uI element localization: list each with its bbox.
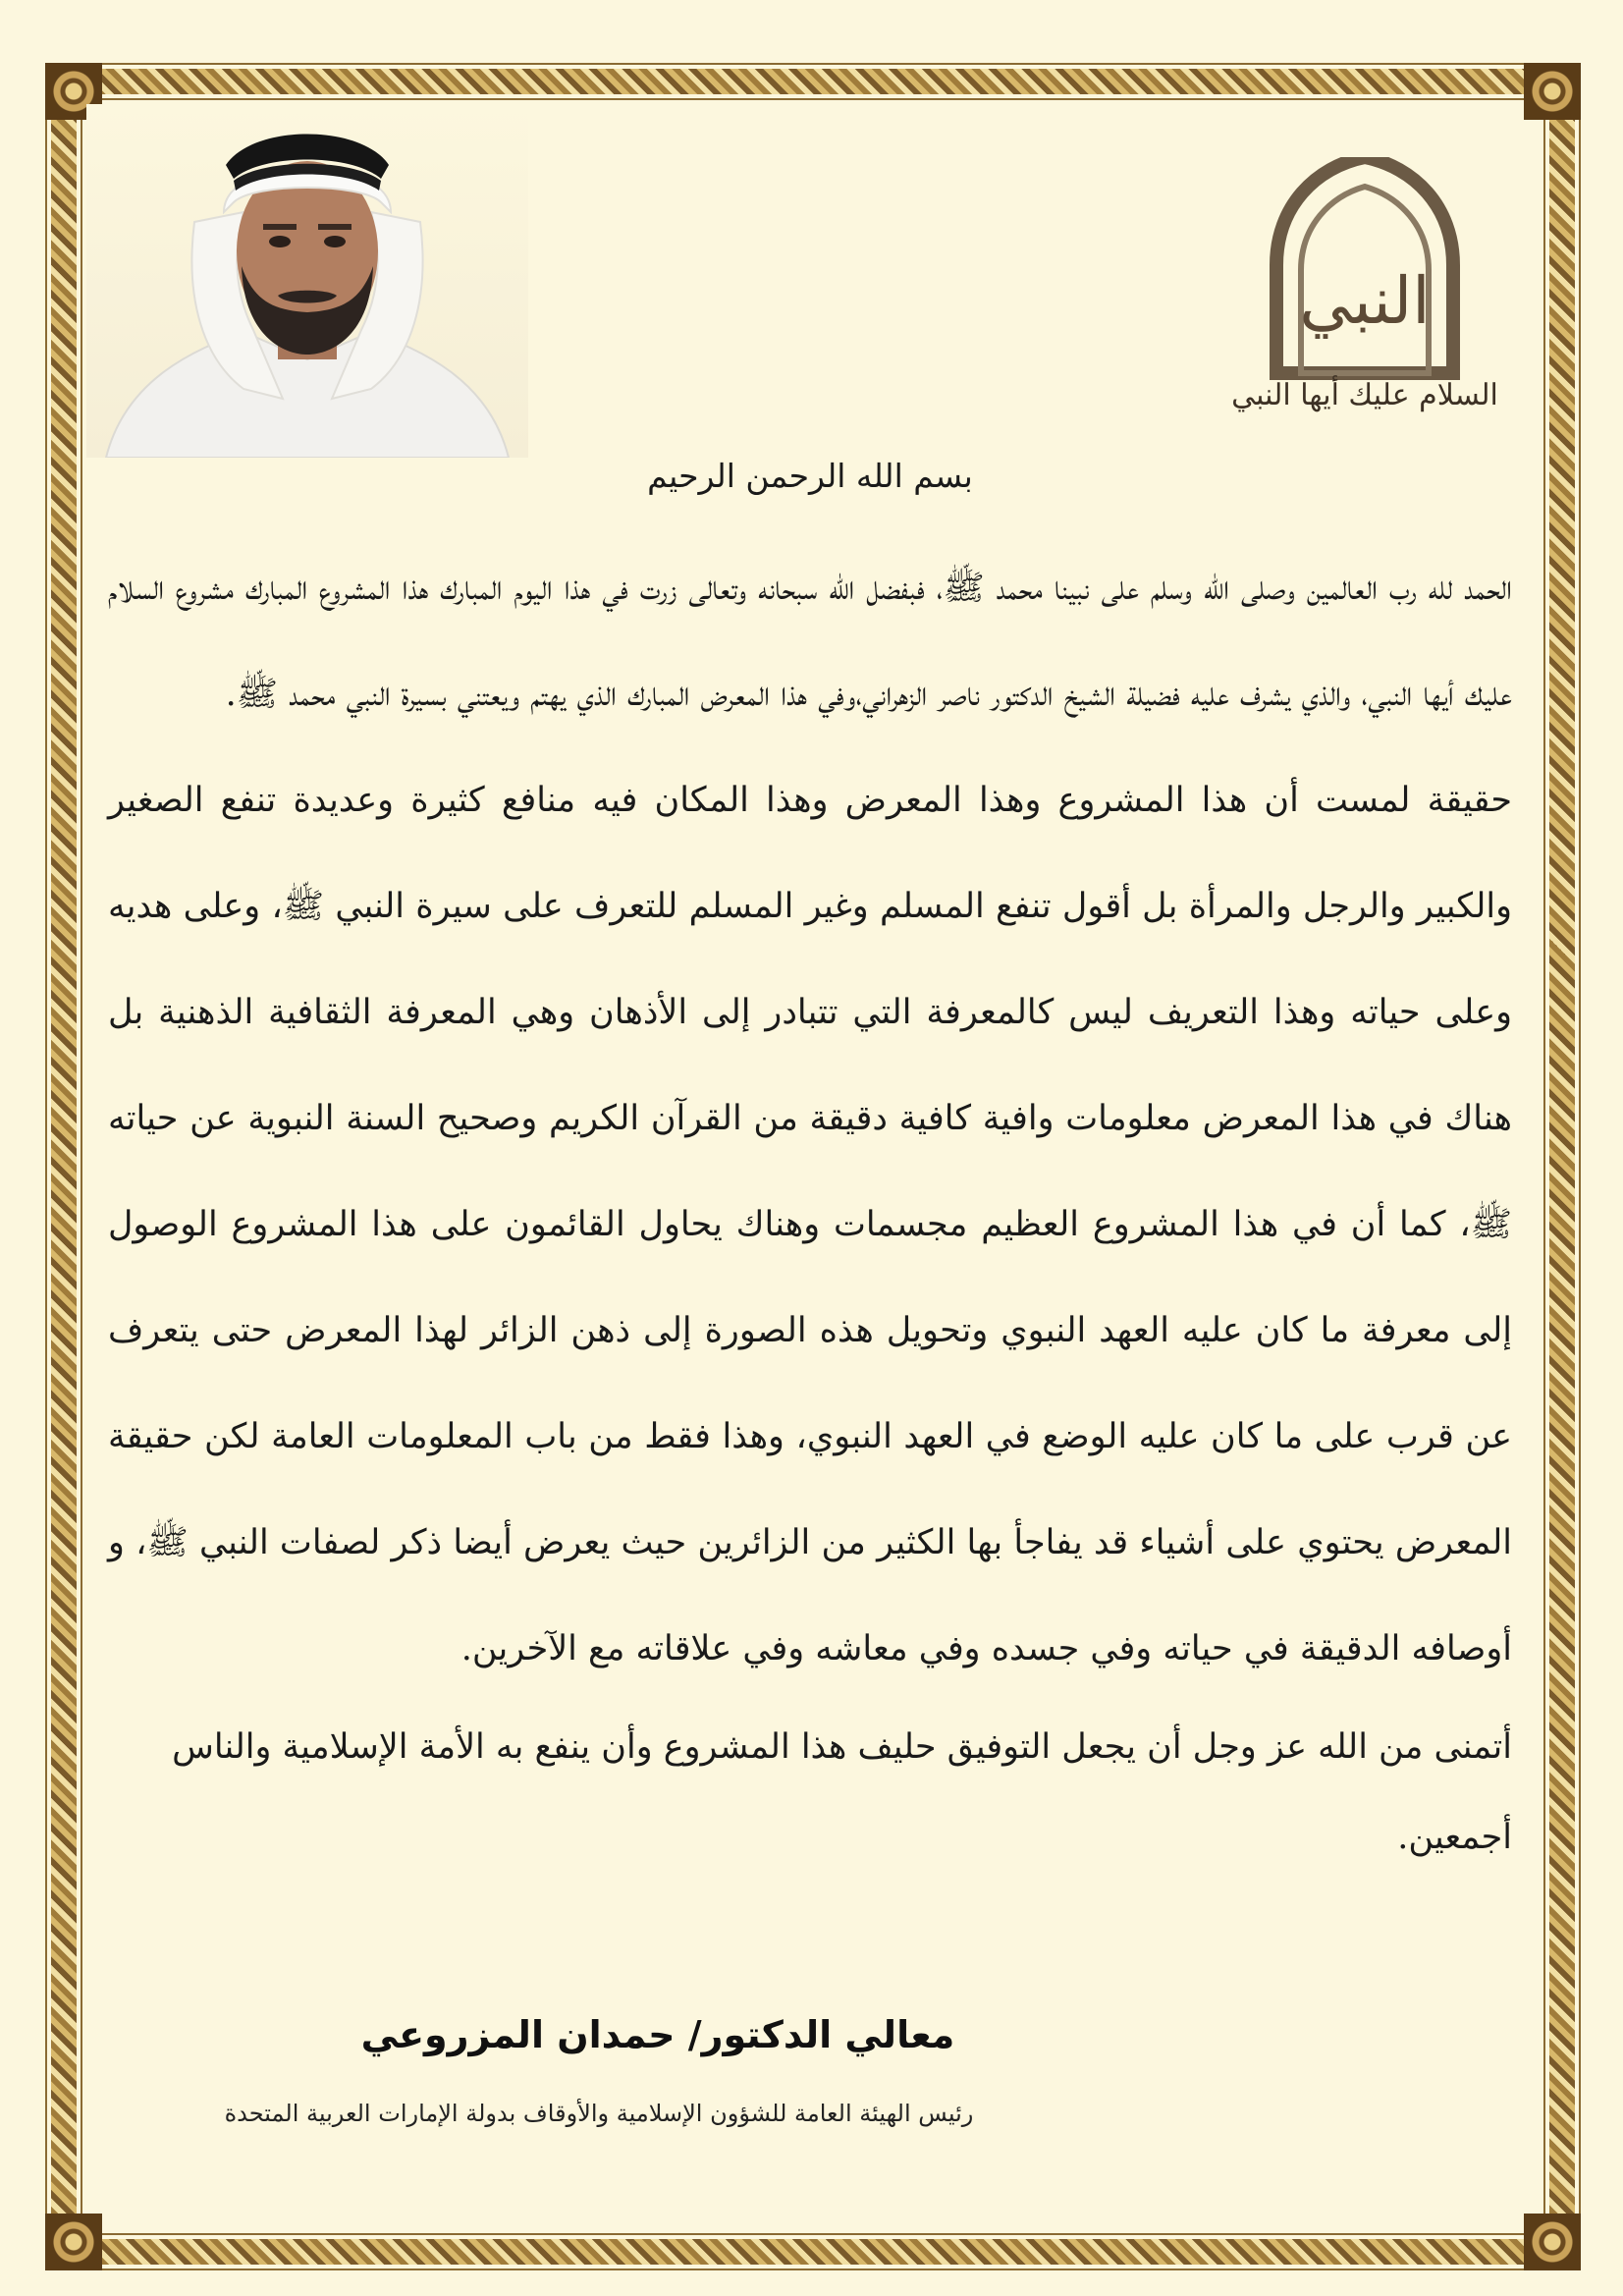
corner-ornament-top-right (1524, 63, 1581, 120)
letter-body (108, 447, 1512, 1883)
corner-ornament-bottom-right (1524, 2214, 1581, 2270)
signature-title: رئيس الهيئة العامة للشؤون الإسلامية والأوقاف بدولة الإمارات العربية المتحدة (224, 2100, 974, 2127)
paragraph-1: الحمد لله رب العالمين وصلى الله وسلم على نبينا محمد ﷺ، فبفضل الله سبحانه وتعالى زرت في هذا اليوم المبارك هذا المشروع المبارك مشروع السلام عليك أيها النبي، والذي يشرف عليه فضيلة الشيخ الدكتور ناصر الزهراني،وفي هذا المعرض المبارك الذي يهتم ويعتني بسيرة النبي محمد ﷺ. (108, 569, 1512, 714)
logo (1208, 157, 1522, 442)
paragraph-2: حقيقة لمست أن هذا المشروع وهذا المعرض وهذا المكان فيه منافع كثيرة وعديدة تنفع الصغير والكبير والرجل والمرأة بل أقول تنفع المسلم وغير المسلم للتعرف على سيرة النبي ﷺ، وعلى هديه وعلى حياته وهذا التعريف ليس كالمعرفة التي تتبادر إلى الأذهان وهي المعرفة الثقافية الذهنية بل هناك في هذا المعرض معلومات وافية كافية دقيقة من القرآن الكريم وصحيح السنة النبوية عن حياته ﷺ، كما أن في هذا المشروع العظيم مجسمات وهناك يحاول القائمون على هذا المشروع الوصول إلى معرفة ما كان عليه العهد النبوي وتحويل هذه الصورة إلى ذهن الزائر لهذا المعرض حتى يتعرف عن قرب على ما كان عليه الوضع في العهد النبوي، وهذا فقط من باب المعلومات العامة لكن حقيقة المعرض يحتوي على أشياء قد يفاجأ بها الكثير من الزائرين حيث يعرض أيضا ذكر لصفات النبي ﷺ، و أوصافه الدقيقة في حياته وفي جسده وفي معاشه وفي علاقاته مع الآخرين. (108, 781, 1512, 1668)
corner-ornament-bottom-left (45, 2214, 102, 2270)
basmala: بسم الله الرحمن الرحيم (647, 457, 973, 495)
logo-calligraphy: السلام عليك أيها النبي (1231, 378, 1498, 412)
portrait-photo (86, 104, 528, 458)
paragraph-3: أتمنى من الله عز وجل أن يجعل التوفيق حليف هذا المشروع وأن ينفع به الأمة الإسلامية والناس أجمعين. (172, 1727, 1512, 1857)
logo-emblem-text: النبي (1299, 263, 1431, 339)
signature-name: معالي الدكتور/ حمدان المزروعي (360, 2013, 955, 2056)
